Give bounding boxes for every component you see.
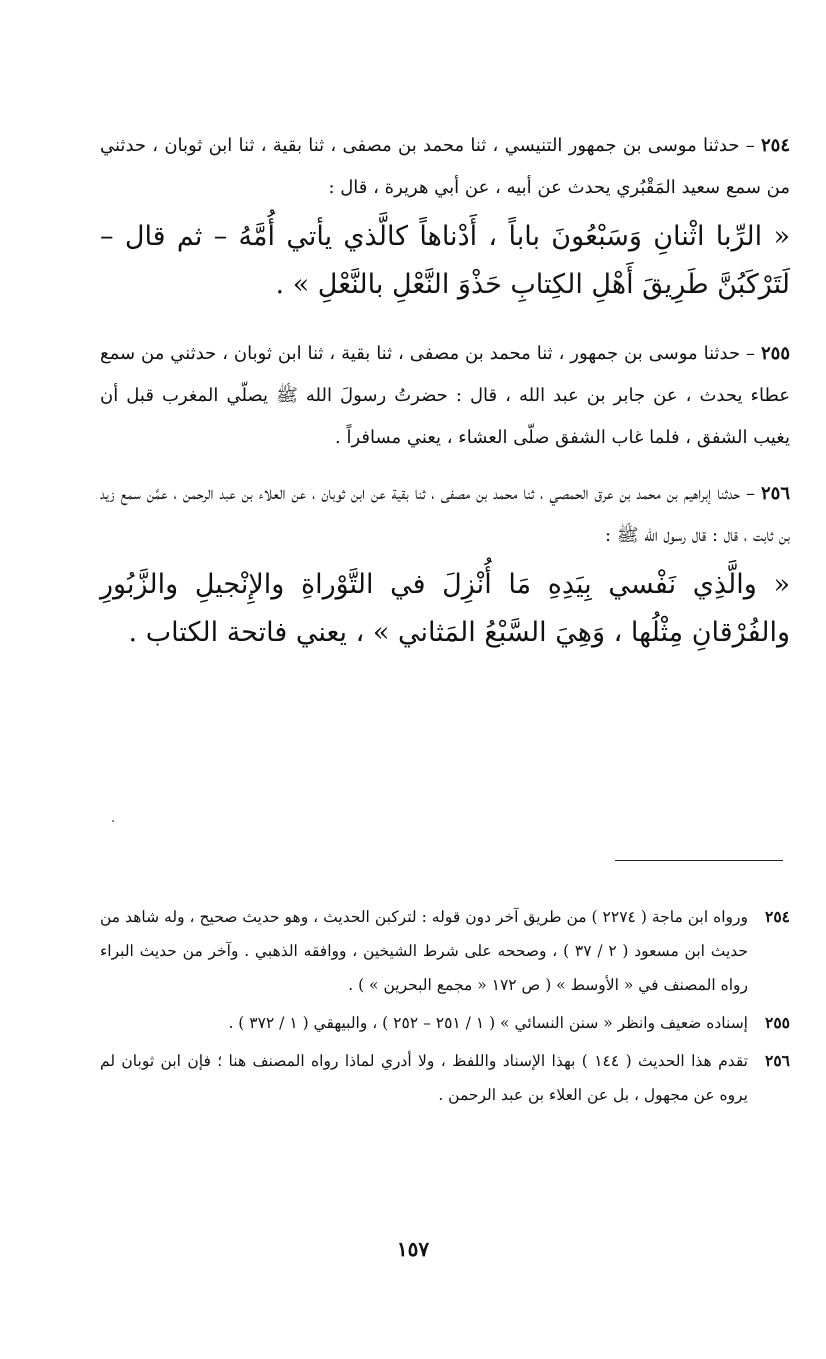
footnote-separator bbox=[615, 860, 783, 861]
footnote-255 bbox=[100, 1006, 790, 1040]
hadith-matn: « الرِّبا اثْنانِ وَسَبْعُونَ باباً ، أَدْناهاً كالَّذي يأتي أُمَّهُ – ثم قال – لَتَرْكَبُنَّ طَرِيقَ أَهْلِ الكِتابِ حَذْوَ النَّعْلِ بالنَّعْلِ » . bbox=[100, 221, 790, 300]
footnote-text: إسناده ضعيف وانظر « سنن النسائي » ( ١ / ٢٥١ – ٢٥٢ ) ، والبيهقي ( ١ / ٣٧٢ ) . bbox=[228, 1014, 748, 1032]
footnote-254 bbox=[100, 900, 790, 1002]
page-number: ١٥٧ bbox=[396, 1237, 430, 1261]
footnote-256 bbox=[100, 1044, 790, 1112]
hadith-number: ٢٥٦ bbox=[760, 483, 790, 504]
footnote-number: ٢٥٥ bbox=[765, 1013, 790, 1032]
hadith-255: ٢٥٥ – حدثنا موسى بن جمهور ، ثنا محمد بن مصفى ، ثنا بقية ، ثنا ابن ثوبان ، حدثني من سمع عطاء يحدث ، عن جابر بن عبد الله ، قال : حضرتُ رسولَ الله ﷺ يصلّي المغرب قبل أن يغيب الشفق ، فلما غاب الشفق صلّى العشاء ، يعني مسافراً . bbox=[100, 343, 790, 448]
hadith-isnad: حدثنا إبراهيم بن محمد بن عرق الحمصي ، ثنا محمد بن مصفى ، ثنا بقية عن ابن ثوبان ، عن العلاء بن عبد الرحمن ، عمَّن سمع زيد بن ثابت ، قال : قال رسول الله ﷺ : bbox=[100, 483, 790, 546]
footnote-text: تقدم هذا الحديث ( ١٤٤ ) بهذا الإسناد واللفظ ، ولا أدري لماذا رواه المصنف هنا ؛ فإن ابن ثوبان لم يروه عن مجهول ، بل عن العلاء بن عبد الرحمن . bbox=[100, 1052, 749, 1104]
footnote-text: ورواه ابن ماجة ( ٢٢٧٤ ) من طريق آخر دون قوله : لتركبن الحديث ، وهو حديث صحيح ، وله شاهد من حديث ابن مسعود ( ٢ / ٣٧ ) ، وصححه على شرط الشيخين ، ووافقه الذهبي . وآخر من حديث البراء رواه المصنف في « الأوسط » ( ص ١٧٢ « مجمع البحرين » ) . bbox=[100, 908, 748, 994]
spacer bbox=[100, 319, 790, 333]
footnotes bbox=[100, 900, 790, 1116]
footnote-number: ٢٥٤ bbox=[765, 907, 790, 926]
hadith-number: ٢٥٤ bbox=[760, 135, 790, 156]
hadith-isnad: حدثنا موسى بن جمهور ، ثنا محمد بن مصفى ، ثنا بقية ، ثنا ابن ثوبان ، حدثني من سمع عطاء يحدث ، عن جابر بن عبد الله ، قال : حضرتُ رسولَ الله ﷺ يصلّي المغرب قبل أن يغيب الشفق ، فلما غاب الشفق صلّى العشاء ، يعني مسافراً . bbox=[100, 343, 790, 448]
hadith-256: ٢٥٦ – حدثنا إبراهيم بن محمد بن عرق الحمصي ، ثنا محمد بن مصفى ، ثنا بقية عن ابن ثوبان ، عن العلاء بن عبد الرحمن ، عمَّن سمع زيد بن ثابت ، قال : قال رسول الله ﷺ : bbox=[100, 483, 790, 546]
hadith-matn: « والَّذِي نَفْسي بِيَدِهِ مَا أُنْزِلَ في التَّوْراةِ والإِنْجيلِ والزَّبُورِ والفُرْقانِ مِثْلُها ، وَهِيَ السَّبْعُ المَثاني » ، يعني فاتحة الكتاب . bbox=[100, 569, 790, 648]
hadith-number: ٢٥٥ bbox=[760, 343, 790, 364]
spacer bbox=[100, 459, 790, 473]
hadith-254: ٢٥٤ – حدثنا موسى بن جمهور التنيسي ، ثنا محمد بن مصفى ، ثنا بقية ، ثنا ابن ثوبان ، حدثني من سمع سعيد المَقْبُري يحدث عن أبيه ، عن أبي هريرة ، قال : bbox=[100, 135, 790, 198]
main-text bbox=[100, 125, 790, 667]
print-speck bbox=[112, 820, 114, 822]
hadith-isnad: حدثنا موسى بن جمهور التنيسي ، ثنا محمد بن مصفى ، ثنا بقية ، ثنا ابن ثوبان ، حدثني من سمع سعيد المَقْبُري يحدث عن أبيه ، عن أبي هريرة ، قال : bbox=[100, 135, 790, 198]
footnote-number: ٢٥٦ bbox=[765, 1051, 790, 1070]
